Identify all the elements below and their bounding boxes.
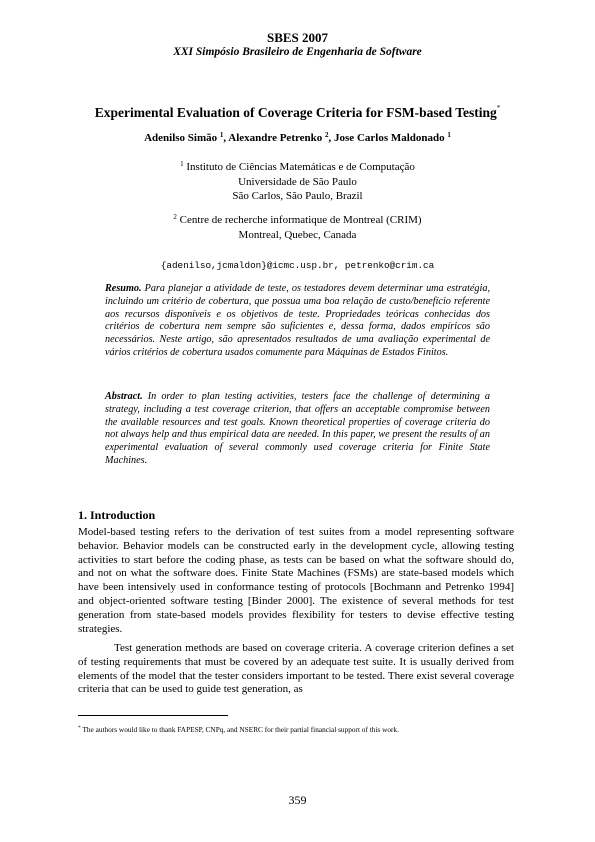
resumo-label: Resumo.	[105, 283, 142, 294]
affil-line: São Carlos, São Paulo, Brazil	[232, 190, 363, 202]
author-affil-mark: 2	[325, 131, 329, 139]
body-paragraph: Test generation methods are based on coverage criteria. A coverage criterion defines a set of testing requirements that must be covered by an adequate test suite. It is usually derived from elements of the model that the tester considers important to be tested. There exist several coverage criteria that can be used to guide test generation, as	[78, 642, 514, 696]
affil-line: Montreal, Quebec, Canada	[238, 228, 357, 241]
body-paragraph: Model-based testing refers to the derivation of test suites from a model representing software behavior. Behavior models can be constructed early in the development cycle, allowing testing activities to start before the coding phase, as tests can be based on what the software should do, and not on what the software does. Finite State Machines (FSMs) are state-based models which have been intensively used in conformance testing of protocols [Bochmann and Petrenko 1994] and object-oriented software testing [Binder 2000]. The existence of several methods for test generation from state-based models provides flexibility for testers to devise effective testing strategies.	[78, 526, 514, 635]
author-name: Alexandre Petrenko	[228, 132, 323, 144]
page-number: 359	[288, 793, 307, 807]
author-list: Adenilso Simão $^1$, Alexandre Petrenko $^2$, Jose Carlos Maldonado $^1$	[144, 131, 451, 144]
author-affil-mark: 1	[447, 131, 451, 139]
affiliation-2	[40, 210, 555, 242]
author-name: Jose Carlos Maldonado	[334, 132, 445, 144]
affiliation-1	[40, 157, 555, 204]
conference-name: SBES 2007	[266, 30, 329, 45]
paper-title	[40, 104, 555, 121]
affil-mark: 1	[180, 160, 184, 168]
affil-line: Universidade de São Paulo	[238, 175, 357, 188]
affil-line: Instituto de Ciências Matemáticas e de Computação	[186, 161, 415, 173]
author-name: Adenilso Simão	[144, 132, 218, 144]
paper-title-text: Experimental Evaluation of Coverage Criteria for FSM-based Testing	[94, 105, 497, 120]
conference-full-name: XXI Simpósio Brasileiro de Engenharia de Software	[173, 46, 422, 58]
footnote-rule	[78, 715, 228, 716]
abstract-label: Abstract.	[105, 391, 143, 402]
abstract-block	[105, 391, 490, 468]
affil-line: Centre de recherche informatique de Montreal (CRIM)	[179, 214, 422, 226]
footnote-mark: *	[78, 725, 81, 731]
footnote	[78, 723, 514, 735]
footnote-text: The authors would like to thank FAPESP, CNPq, and NSERC for their partial financial support of this work.	[82, 725, 399, 734]
resumo-text: Para planejar a atividade de teste, os testadores devem determinar uma estratégia, incluindo um critério de cobertura, que possua uma boa relação de custo/benefício referente aos recursos disponíveis e os objetivos de teste. Propriedades teóricas conhecidas dos critérios de cobertura nem sempre são suficientes e, dessa forma, dados empíricos são necessários. Neste artigo, são apresentados resultados de uma avaliação experimental de vários critérios de cobertura usados comumente para Máquinas de Estados Finitos.	[105, 283, 490, 358]
author-affil-mark: 1	[219, 131, 224, 139]
title-footnote-mark: *	[496, 104, 501, 112]
section-heading: 1. Introduction	[78, 508, 156, 522]
resumo-block	[105, 283, 490, 360]
abstract-text: In order to plan testing activities, testers face the challenge of determining a strategy, including a test coverage criterion, that offers an acceptable compromise between the available resources and test goals. Known theoretical properties of coverage criteria do not always help and thus empirical data are needed. In this paper, we present the results of an experimental evaluation of several commonly used coverage criteria for Finite State Machines.	[105, 391, 490, 466]
affil-mark: 2	[173, 213, 177, 221]
author-emails: {adenilso,jcmaldon}@icmc.usp.br, petrenko@crim.ca	[160, 260, 435, 271]
